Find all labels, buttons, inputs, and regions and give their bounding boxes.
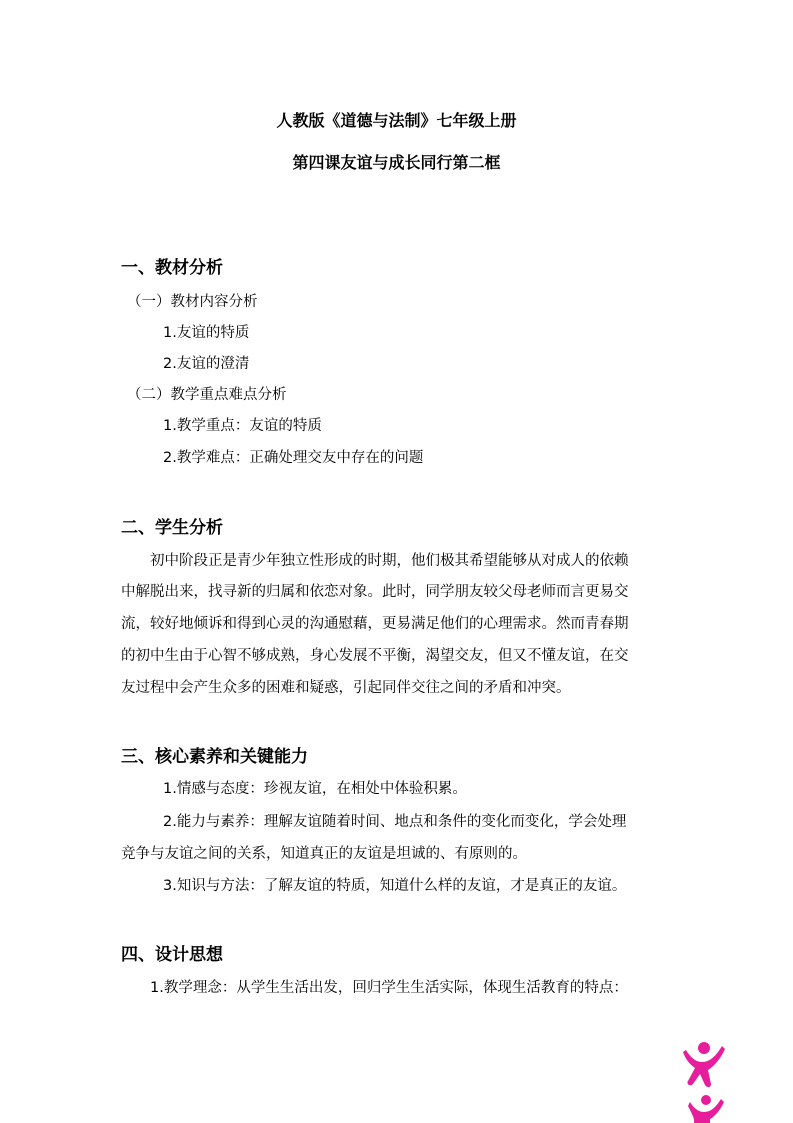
list-item: 1.友谊的特质 [163,325,250,341]
paragraph-line: 中解脱出来，找寻新的归属和依恋对象。此时，同学朋友较父母老师而言更易交 [121,584,629,600]
list-item: 2.能力与素养：理解友谊随着时间、地点和条件的变化而变化，学会处理 [163,814,627,830]
paragraph-line: 友过程中会产生众多的困难和疑惑，引起同伴交往之间的矛盾和冲突。 [121,680,571,696]
list-item: 2.教学难点：正确处理交友中存在的问题 [163,450,424,466]
subsection-heading: （一）教材内容分析 [127,294,258,310]
paragraph-line: 流，较好地倾诉和得到心灵的沟通慰藉，更易满足他们的心理需求。然而青春期 [121,616,629,632]
section-heading: 一、教材分析 [121,258,223,278]
section-heading: 二、学生分析 [121,518,223,538]
list-item: 2.友谊的澄清 [163,356,250,372]
paragraph-line: 初中阶段正是青少年独立性形成的时期，他们极其希望能够从对成人的依赖 [150,553,629,569]
lesson-title: 第四课友谊与成长同行第二框 [292,153,501,172]
list-item: 1.情感与态度：珍视友谊，在相处中体验积累。 [163,781,467,797]
paragraph-line: 的初中生由于心智不够成熟，身心发展不平衡，渴望交友，但又不懂友谊，在交 [121,648,629,664]
list-item: 3.知识与方法：了解友谊的特质，知道什么样的友谊，才是真正的友谊。 [163,878,627,894]
list-item: 1.教学理念：从学生生活出发，回归学生生活实际，体现生活教育的特点： [150,980,628,996]
section-heading: 四、设计思想 [121,945,223,965]
list-item: 1.教学重点：友谊的特质 [163,418,322,434]
document-title: 人教版《道德与法制》七年级上册 [276,111,517,130]
figure-logo-icon [680,1040,725,1123]
subsection-heading: （二）教学重点难点分析 [127,387,287,403]
section-heading: 三、核心素养和关键能力 [121,747,308,767]
list-item-continued: 竞争与友谊之间的关系，知道真正的友谊是坦诚的、有原则的。 [121,846,527,862]
